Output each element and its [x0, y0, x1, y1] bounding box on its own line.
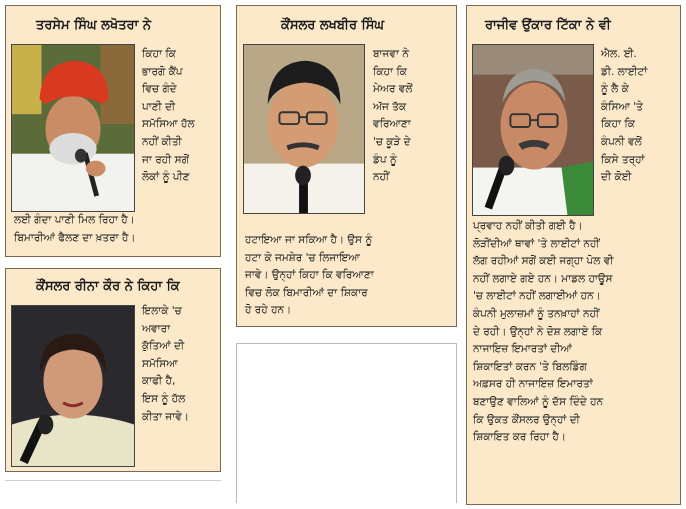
article-heading: ਕੌਂਸਲਰ ਲਖਬੀਰ ਸਿੰਘ: [281, 18, 385, 33]
empty-column: [236, 343, 457, 503]
photo-reena: [11, 305, 135, 467]
text-line: ਕਿਹਾ ਕਿ: [142, 48, 176, 60]
text-line: ਕਾਫੀ ਹੈ,: [142, 375, 176, 388]
text-line: ਨਹੀਂ: [373, 171, 390, 184]
text-line: ਕੰਪਨੀ ਮੁਲਾਜ਼ਮਾਂ ਨੂੰ ਤਨਖ਼ਾਹਾਂ ਨਹੀਂ: [473, 307, 600, 320]
text-line: ਲਈ ਗੰਦਾ ਪਾਣੀ ਮਿਲ ਰਿਹਾ ਹੈ।: [14, 214, 135, 226]
article-reena: [5, 268, 221, 472]
text-line: ਸਮੱਸਿਆ ਹੱਲ: [142, 118, 195, 131]
article-rajiv: [466, 5, 681, 505]
text-line: ਹਟਾ ਕੇ ਜਮਸ਼ੇਰ 'ਚ ਲਿਜਾਇਆ: [245, 251, 360, 264]
text-line: ਹਟਾਇਆ ਜਾ ਸਕਿਆ ਹੈ। ਉਸ ਨੂੰ: [245, 234, 373, 246]
text-line: ਇਸ ਨੂੰ ਹੱਲ: [142, 392, 186, 405]
article-lakhbir: [236, 5, 457, 327]
photo-tarsem: [11, 44, 135, 212]
photo-rajiv: [472, 44, 594, 216]
text-line: ਸ਼ਿਕਾਇਤਾਂ ਕਰਨ 'ਤੇ ਬਿਲਡਿੰਗ: [473, 360, 587, 373]
text-line: ਪ੍ਰਵਾਹ ਨਹੀਂ ਕੀਤੀ ਗਈ ਹੈ।: [473, 220, 583, 232]
text-line: ਸਮੱਸਿਆ: [142, 357, 178, 370]
article-heading: ਰਾਜੀਵ ਉਂਕਾਰ ਟਿੱਕਾ ਨੇ ਵੀ: [485, 18, 611, 33]
text-line: ਨਾਜਾਇਜ਼ ਇਮਾਰਤਾਂ ਦੀਆਂ: [473, 343, 572, 356]
text-line: ਇਲਾਕੇ 'ਚ: [142, 305, 182, 317]
text-line: ਦੇ ਰਹੀ। ਉਨ੍ਹਾਂ ਨੇ ਦੋਸ਼ ਲਗਾਏ ਕਿ: [473, 325, 603, 338]
text-line: ਵਿਚ ਗੰਦੇ: [142, 83, 177, 96]
text-line: ਕਿਹਾ ਕਿ: [373, 65, 407, 78]
article-tarsem: [5, 5, 221, 257]
text-line: ਅੱਜ ਤੱਕ: [373, 100, 407, 113]
article-side-text: [142, 303, 216, 426]
text-line: ਨਹੀਂ ਕੀਤੀ: [142, 135, 182, 148]
text-line: ਲੋਕਾਂ ਨੂੰ ਪੀਣ: [142, 171, 190, 184]
text-line: ਕੰਸਿਆ 'ਤੇ: [601, 100, 643, 113]
text-line: ਬਾਜਵਾ ਨੇ: [373, 48, 409, 60]
text-line: 'ਚ ਕੂੜੇ ਦੇ: [373, 135, 411, 148]
text-line: 'ਚ ਲਾਈਟਾਂ ਨਹੀਂ ਲਗਾਈਆਂ ਹਨ।: [473, 290, 601, 303]
text-line: ਕਿ ਉਕਤ ਕੌਂਸਲਰ ਉਨ੍ਹਾਂ ਦੀ: [473, 413, 580, 426]
text-line: ਬਣਾਉਣ ਵਾਲਿਆਂ ਨੂੰ ਦੱਸ ਦਿੰਦੇ ਹਨ: [473, 395, 604, 408]
text-line: ਨਹੀਂ ਲਗਾਏ ਗਏ ਹਨ। ਮਾਡਲ ਹਾਊਸ: [473, 272, 613, 285]
divider: [5, 480, 221, 481]
text-line: ਹੋ ਰਹੇ ਹਨ।: [245, 304, 292, 317]
text-line: ਅਫ਼ਸਰ ਹੀ ਨਾਜਾਇਜ਼ ਇਮਾਰਤਾਂ: [473, 378, 593, 391]
text-line: ਭਾਰਗੋ ਕੈਂਪ: [142, 65, 183, 78]
article-heading: ਤਰਸੇਮ ਸਿੰਘ ਲਖੋਤਰਾ ਨੇ: [36, 18, 151, 33]
photo-lakhbir: [243, 44, 365, 214]
text-line: ਨੂੰ ਲੈ ਕੇ: [601, 83, 629, 96]
article-heading: ਕੌਂਸਲਰ ਰੀਨਾ ਕੌਰ ਨੇ ਕਿਹਾ ਕਿ: [36, 279, 180, 294]
text-line: ਜਾ ਰਹੀ ਸਗੋਂ: [142, 153, 189, 166]
text-line: ਜਾਵੇ। ਉਨ੍ਹਾਂ ਕਿਹਾ ਕਿ ਵਰਿਆਣਾ: [245, 269, 374, 282]
text-line: ਕੁੱਤਿਆਂ ਦੀ: [142, 340, 185, 353]
text-line: ਕਿਹਾ ਕਿ: [601, 118, 635, 131]
text-line: ਪਾਣੀ ਦੀ: [142, 100, 176, 113]
article-bottom-text: [473, 218, 675, 447]
text-line: ਮੇਅਰ ਵਲੋਂ: [373, 83, 413, 96]
text-line: ਕੰਪਨੀ ਵਲੋਂ: [601, 135, 642, 148]
article-side-text: [601, 46, 675, 187]
article-bottom-text: [245, 232, 450, 320]
text-line: ਕਿਸੇ ਤਰ੍ਹਾਂ: [601, 153, 645, 166]
text-line: ਕੀਤਾ ਜਾਵੇ।: [142, 410, 189, 423]
article-bottom-text: [14, 212, 214, 247]
text-line: ਐਲ. ਈ.: [601, 48, 637, 60]
text-line: ਦੀ ਕੋਈ: [601, 171, 632, 184]
text-line: ਸ਼ਿਕਾਇਤ ਕਰ ਰਿਹਾ ਹੈ।: [473, 431, 566, 444]
text-line: ਲੱਗ ਰਹੀਆਂ ਸਗੋਂ ਕਈ ਜਗ੍ਹਾ ਪੋਲ ਵੀ: [473, 255, 614, 268]
text-line: ਵਿਚ ਲੋਕ ਬਿਮਾਰੀਆਂ ਦਾ ਸ਼ਿਕਾਰ: [245, 286, 368, 299]
text-line: ਵਰਿਆਣਾ: [373, 118, 411, 131]
text-line: ਅਵਾਰਾ: [142, 322, 171, 335]
article-side-text: [142, 46, 216, 187]
text-line: ਡੰਪ ਨੂੰ: [373, 153, 397, 166]
text-line: ਬਿਮਾਰੀਆਂ ਫੈਲਣ ਦਾ ਖ਼ਤਰਾ ਹੈ।: [14, 231, 136, 244]
text-line: ਲੋੜੀਂਦੀਆਂ ਥਾਵਾਂ 'ਤੇ ਲਾਈਟਾਂ ਨਹੀਂ: [473, 237, 600, 250]
article-side-text: [373, 46, 451, 187]
text-line: ਡੀ. ਲਾਈਟਾਂ: [601, 65, 648, 78]
